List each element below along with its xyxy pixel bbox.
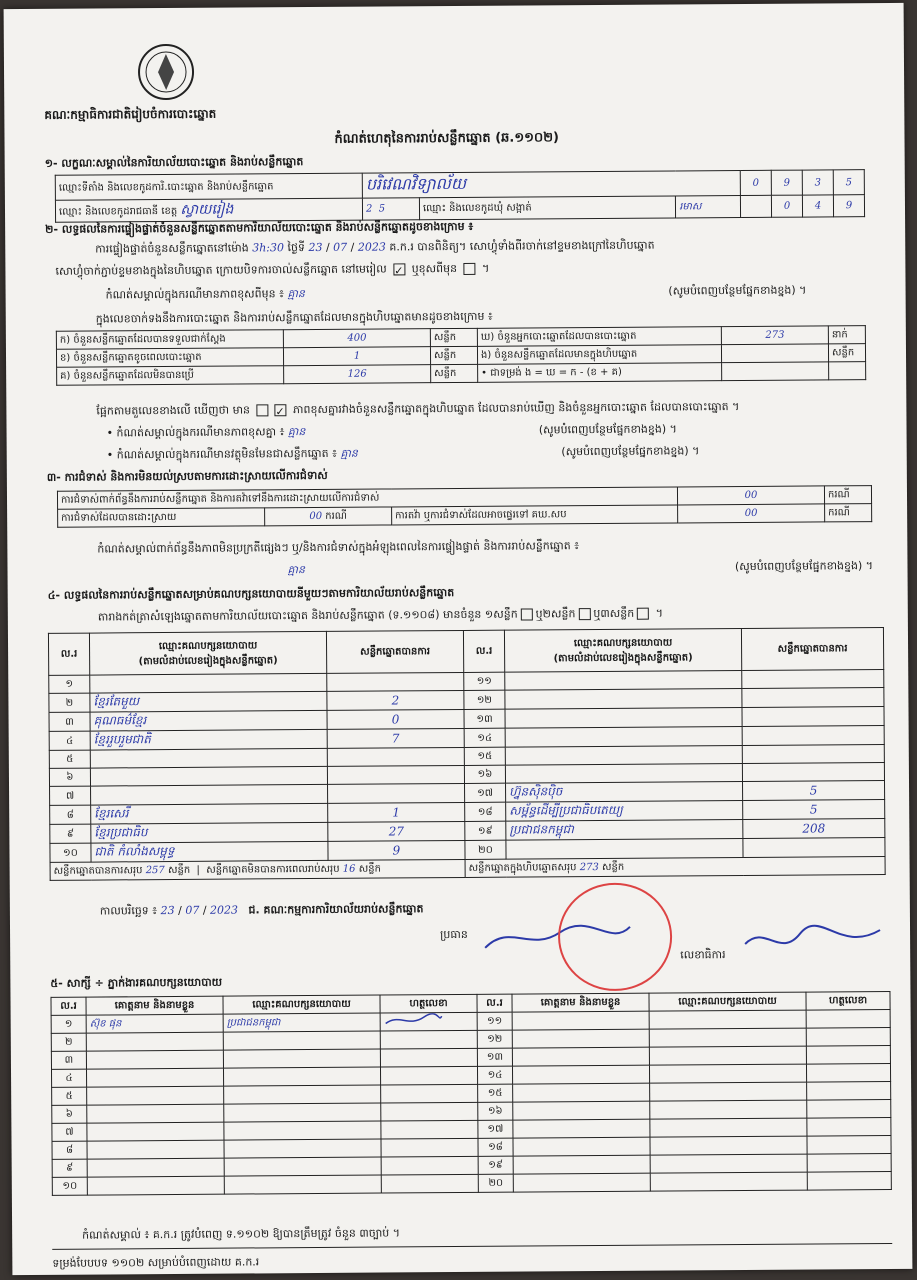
count-table — [56, 325, 866, 386]
witness-name — [87, 1122, 224, 1141]
witness-name: ស៊ុខ ផុន — [86, 1014, 223, 1033]
witness-party: ប្រជាជនកម្ពុជា — [223, 1013, 380, 1032]
witness-signature — [807, 1081, 891, 1100]
count-value: 273 — [721, 326, 828, 345]
party-name: ហ្វ៊ុនស៊ិនប៉ិច — [506, 782, 743, 803]
witness-party — [223, 1049, 380, 1068]
location-label: ឈ្មោះទីតាំង និងលេខកូដការិ.បោះឆ្នោត និងរាប់សន្លឹកឆ្នោត — [55, 173, 362, 200]
witness-party — [223, 1067, 380, 1086]
section-5-title: ៥- សាក្សី ÷ ភ្នាក់ងារគណបក្សនយោបាយ — [50, 975, 223, 990]
count-label: ខ) ចំនួនសន្លឹកឆ្នោតខូចពេលបោះឆ្នោត — [56, 348, 283, 368]
witness-name — [86, 1068, 223, 1087]
row-no: ៣ — [51, 1051, 86, 1069]
checkbox-1sheet[interactable] — [521, 608, 533, 620]
province-label: ឈ្មោះ និងលេខកូដរាជធានី ខេត្ត ស្វាយរៀង — [55, 198, 362, 222]
witness-signature — [381, 1138, 478, 1157]
row-no: ៣ — [49, 712, 90, 731]
checkbox-3sheet[interactable] — [637, 608, 649, 620]
witness-name — [512, 1029, 649, 1048]
party-votes — [327, 672, 464, 691]
seal-note: កំណត់សម្គាល់ក្នុងករណីមានភាពខុសពីមុន ៖ គ្មាន (សូមបំពេញបន្ថែមផ្នែកខាងខ្នង) ។ — [105, 283, 807, 302]
witness-party — [224, 1103, 381, 1122]
results-table — [48, 627, 886, 881]
footer-note: កំណត់សម្គាល់ ៖ គ.ក.រ ត្រូវបំពេញ ទ.១១០២ ឱ្យបានត្រឹមត្រូវ ចំនួន ៣ច្បាប់ ។ — [82, 1226, 401, 1242]
witness-signature — [381, 1174, 478, 1193]
witness-name — [513, 1119, 650, 1138]
row-no: ៥ — [49, 750, 90, 768]
row-no: ១៩ — [478, 1156, 513, 1174]
witness-name — [512, 1065, 649, 1084]
row-no: ១៦ — [478, 1102, 513, 1120]
witness-party — [224, 1175, 381, 1194]
difference-line: ផ្អែកតាមតួលេខខាងលើ ឃើញថា មាន ✓ ភាពខុសគ្នារវាងចំនួនសន្លឹកឆ្នោតក្នុងហិបឆ្នោត ដែលបានរាប់ឃើញ និងចំនួនអ្នកបោះឆ្នោត ដែលបានបោះឆ្នោត ។ — [96, 400, 740, 419]
col-no: ល.រ — [477, 994, 512, 1012]
party-name: ខ្មែររួបរួមជាតិ — [90, 729, 327, 750]
valid-total: សន្លឹកឆ្នោតបានការសរុប 257 សន្លឹក | សន្លឹកឆ្នោតមិនបានការពេលរាប់សរុប 16 សន្លឹក — [50, 859, 465, 880]
code-digit: 0 — [740, 170, 771, 195]
party-votes: 208 — [743, 819, 885, 839]
witness-signature — [806, 1009, 890, 1028]
party-votes: 2 — [327, 690, 464, 710]
row-no: ១១ — [477, 1012, 512, 1030]
witness-party — [649, 1046, 806, 1065]
party-name — [505, 708, 742, 729]
party-votes — [742, 688, 884, 708]
witness-signature — [806, 1027, 890, 1046]
row-no: ១០ — [50, 843, 91, 862]
checkbox-different[interactable] — [464, 263, 476, 275]
section-3-title: ៣- ការជំទាស់ និងការមិនយល់ស្របតាមការដោះស្រាយលើការជំទាស់ — [46, 468, 328, 484]
code-digit: 5 — [833, 170, 864, 195]
row-no: ៦ — [52, 1105, 87, 1123]
witness-signature — [806, 1063, 890, 1082]
party-name — [505, 764, 742, 784]
witness-signature — [381, 1102, 478, 1121]
secretary-label: លេខាធិការ — [680, 948, 726, 962]
party-name: សម្ព័ន្ធដើម្បីប្រជាធិបតេយ្យ — [506, 801, 743, 822]
col-no: ល.រ — [48, 633, 89, 675]
row-no: ៤ — [49, 731, 90, 750]
count-label: • ជាទម្រង់ ង = ឃ = ក - (ខ + គ) — [478, 363, 722, 383]
party-votes: 5 — [743, 781, 885, 801]
col-no: ល.រ — [463, 630, 504, 672]
row-no: ៩ — [52, 1159, 87, 1177]
witness-signature — [380, 1030, 477, 1049]
count-intro: ក្នុងលេខចាក់ទងនឹងការបោះឆ្នោត និងការរាប់សន្លឹកឆ្នោតដែលមានក្នុងហិបឆ្នោតមានដូចខាងក្រោម ៖ — [95, 309, 493, 326]
party-votes: 5 — [743, 800, 885, 820]
transfer-label: ការតវ៉ា ឬការជំទាស់ដែលអាចផ្ទេរទៅ គឃ.សប — [392, 505, 678, 525]
row-no: ១១ — [464, 672, 505, 690]
party-votes — [742, 745, 884, 764]
witness-party — [224, 1085, 381, 1104]
party-votes: 9 — [328, 840, 465, 860]
row-no: ១ — [49, 675, 90, 693]
party-name — [505, 727, 742, 748]
witness-party — [223, 1031, 380, 1050]
date-line: កាលបរិច្ឆេទ ៖ 23 / 07 / 2023 ជ. គណៈកម្មការការិយាល័យរាប់សន្លឹកឆ្នោត — [99, 902, 424, 918]
col-name: គោត្តនាម និងនាមខ្លួន — [512, 993, 649, 1012]
commune-label: ឈ្មោះ និងលេខកូដឃុំ សង្កាត់ — [419, 196, 675, 220]
count-value — [722, 362, 829, 381]
row-no: ៨ — [52, 1141, 87, 1159]
checkbox-none[interactable]: ✓ — [275, 405, 285, 419]
witness-signature — [381, 1156, 478, 1175]
col-party: ឈ្មោះគណបក្សនយោបាយ (តាមលំដាប់លេខរៀងក្នុងសន្លឹកឆ្នោត) — [89, 631, 326, 675]
commune-value: រមាស — [676, 196, 741, 218]
col-votes: សន្លឹកឆ្នោតបានការ — [741, 628, 883, 671]
difference-note: • កំណត់សម្គាល់ក្នុងករណីមានភាពខុសគ្នា ៖ គ្មាន (សូមបំពេញបន្ថែមផ្នែកខាងខ្នង) ។ — [106, 422, 677, 440]
party-name: គុណធម៌ខ្មែរ — [90, 710, 327, 731]
witness-name — [87, 1086, 224, 1105]
witness-signature — [381, 1084, 478, 1103]
object-note: • កំណត់សម្គាល់ក្នុងករណីមានវត្ថុមិនមែនជាសន្លឹកឆ្នោត ៖ គ្មាន (សូមបំពេញបន្ថែមផ្នែកខាងខ្នង) ។ — [106, 444, 700, 462]
party-name: ជាតិ កំលាំងសម្ពុទ្ធ — [91, 841, 328, 862]
party-name — [505, 746, 742, 766]
code-digit: 3 — [802, 170, 833, 195]
party-name: ខ្មែរប្រជាធិប — [91, 822, 328, 843]
row-no: ១៣ — [464, 709, 505, 728]
count-unit: សន្លឹក — [430, 328, 477, 346]
party-name — [90, 766, 327, 786]
row-no: ៩ — [50, 824, 91, 843]
code-digit: 0 — [771, 195, 802, 217]
witness-name — [513, 1155, 650, 1174]
col-party: ឈ្មោះគណបក្សនយោបាយ — [649, 992, 806, 1011]
row-no: ៦ — [49, 768, 90, 786]
witness-name — [513, 1083, 650, 1102]
row-no: ១៥ — [464, 747, 505, 765]
witness-signature — [807, 1117, 891, 1136]
witness-party — [650, 1082, 807, 1101]
irregularity-value: គ្មាន (សូមបំពេញបន្ថែមផ្នែកខាងខ្នង) ។ — [287, 559, 874, 577]
party-votes: 7 — [327, 728, 464, 748]
party-name — [506, 839, 743, 860]
row-no: ៨ — [50, 805, 91, 824]
section-4-title: ៤- លទ្ធផលនៃការរាប់សន្លឹកឆ្នោតសម្រាប់គណបក្សនយោបាយនីមួយៗតាមការិយាល័យរាប់សន្លឹកឆ្នោត — [47, 586, 455, 602]
row-no: ២ — [51, 1033, 86, 1051]
count-unit: សន្លឹក — [431, 364, 478, 382]
col-signature: ហត្ថលេខា — [380, 994, 477, 1013]
checkbox-has[interactable] — [256, 404, 268, 416]
col-party: ឈ្មោះគណបក្សនយោបាយ (តាមលំដាប់លេខរៀងក្នុងសន្លឹកឆ្នោត) — [504, 629, 741, 673]
witness-signature — [806, 1045, 890, 1064]
row-no: ៤ — [51, 1069, 86, 1087]
row-no: ៧ — [52, 1123, 87, 1141]
row-no: ១២ — [464, 690, 505, 709]
witness-party — [224, 1139, 381, 1158]
resolved-label: ការជំទាស់ដែលបានដោះស្រាយ — [58, 508, 265, 527]
count-value — [721, 344, 828, 363]
witness-table — [50, 991, 891, 1196]
witness-signature — [381, 1120, 478, 1139]
party-votes — [327, 747, 464, 766]
section-1-table — [55, 169, 865, 223]
party-votes — [742, 726, 884, 746]
irregularity-note: កំណត់សម្គាល់ពាក់ព័ន្ធនឹងភាពមិនប្រក្រតីផ្សេងៗ ឬ/និងការជំទាស់ក្នុងអំឡុងពេលនៃការផ្ទៀងផ្ទាត់ និងការរាប់សន្លឹកឆ្នោត ៖ — [97, 539, 580, 556]
witness-signature — [380, 1048, 477, 1067]
verification-line: ការផ្ទៀងផ្ទាត់ចំនួនសន្លឹកឆ្នោតនៅម៉ោង 3h:30 ថ្ងៃទី 23 / 07 / 2023 គ.ក.រ បានពិនិត្យ។ សោហ្វុំទាំងពីរចាក់នៅខ្ទមខាងក្រៅនៃហិបឆ្នោត — [95, 238, 655, 256]
count-value: 400 — [283, 329, 430, 348]
witness-name — [87, 1140, 224, 1159]
party-votes — [328, 783, 465, 803]
col-votes: សន្លឹកឆ្នោតបានការ — [326, 630, 463, 673]
count-value: 126 — [284, 365, 431, 384]
party-name: ប្រជាជនកម្ពុជា — [506, 820, 743, 841]
row-no: ៧ — [50, 786, 91, 805]
row-no: ១៨ — [465, 802, 506, 821]
objection-table — [57, 485, 872, 528]
witness-party — [650, 1172, 807, 1191]
witness-party — [650, 1100, 807, 1119]
witness-name — [513, 1101, 650, 1120]
count-label: ក) ចំនួនសន្លឹកឆ្នោតដែលបានទទួលជាក់ស្តែង — [56, 330, 283, 350]
party-name: ខ្មែរសេរី — [91, 803, 328, 824]
witness-party — [649, 1064, 806, 1083]
form-id: ទម្រង់បែបបទ ១១០២ សម្រាប់បំពេញដោយ គ.ក.រ — [52, 1255, 260, 1270]
witness-signature — [380, 1012, 477, 1031]
row-no: ១០ — [52, 1177, 87, 1195]
document-page — [4, 3, 913, 1275]
chair-label: ប្រធាន — [440, 927, 468, 942]
party-name — [90, 673, 327, 693]
col-name: គោត្តនាម និងនាមខ្លួន — [86, 996, 223, 1015]
count-value: 1 — [283, 347, 430, 366]
location-value: បរិវេណវិទ្យាល័យ — [362, 171, 740, 199]
party-votes — [742, 670, 884, 689]
unit-label: ករណី — [824, 486, 871, 504]
row-no: ១ — [51, 1015, 86, 1033]
witness-party — [649, 1028, 806, 1047]
resolved-count: 00 ករណី — [265, 507, 392, 526]
row-no: ២០ — [465, 840, 506, 859]
party-votes — [743, 838, 885, 858]
witness-party — [649, 1010, 806, 1029]
row-no: ៥ — [52, 1087, 87, 1105]
witness-name — [512, 1011, 649, 1030]
witness-name — [87, 1104, 224, 1123]
count-unit: សន្លឹក — [828, 344, 865, 362]
checkbox-same[interactable]: ✓ — [394, 264, 404, 278]
official-stamp-icon — [558, 883, 673, 992]
row-no: ២ — [49, 693, 90, 712]
count-unit — [829, 362, 866, 380]
row-no: ១៥ — [478, 1084, 513, 1102]
code-digit: 9 — [771, 170, 802, 195]
row-no: ១៦ — [464, 765, 505, 783]
col-no: ល.រ — [51, 997, 86, 1015]
row-no: ២០ — [478, 1174, 513, 1192]
form-title: កំណត់ហេតុនៃការរាប់សន្លឹកឆ្នោត (ឆ.១១០២) — [334, 130, 560, 147]
ballot-box-total: សន្លឹកឆ្នោតក្នុងហិបឆ្នោតសរុប 273 សន្លឹក — [465, 857, 885, 878]
unit-label: ករណី — [825, 504, 872, 522]
witness-signature-icon — [384, 1013, 444, 1027]
objection-count: 00 — [677, 486, 824, 505]
witness-signature — [807, 1153, 891, 1172]
count-label: ង) ចំនួនសន្លឹកឆ្នោតដែលមានក្នុងហិបឆ្នោត — [477, 345, 721, 365]
party-votes — [742, 707, 884, 727]
witness-name — [513, 1137, 650, 1156]
witness-signature — [807, 1171, 891, 1190]
witness-party — [650, 1136, 807, 1155]
party-votes: 1 — [328, 802, 465, 822]
witness-party — [650, 1118, 807, 1137]
witness-name — [86, 1050, 223, 1069]
witness-party — [224, 1157, 381, 1176]
row-no: ១៣ — [477, 1048, 512, 1066]
party-name — [505, 671, 742, 691]
row-no: ១៤ — [464, 728, 505, 747]
witness-name — [86, 1032, 223, 1051]
code-digit: 9 — [833, 195, 864, 217]
witness-signature — [807, 1135, 891, 1154]
col-party: ឈ្មោះគណបក្សនយោបាយ — [223, 995, 380, 1014]
witness-signature — [380, 1066, 477, 1085]
organization-name: គណៈកម្មាធិការជាតិរៀបចំការបោះឆ្នោត — [44, 106, 217, 122]
section-1-title: ១- លក្ខណៈសម្គាល់នៃការិយាល័យបោះឆ្នោត និងរាប់សន្លឹកឆ្នោត — [44, 155, 304, 170]
sheet-count-line: តារាងកត់ត្រាសំឡេងឆ្នោតតាមការិយាល័យបោះឆ្នោត និងរាប់សន្លឹកឆ្នោត (ទ.១១០៨) មានចំនួន ១សន្លឹក ឬ២សន្លឹក ឬ៣សន្លឹក ។ — [97, 606, 664, 624]
province-code: 2 5 — [362, 198, 419, 220]
section-2-title: ២- លទ្ធផលនៃការផ្ទៀងផ្ទាត់ចំនួនសន្លឹកឆ្នោតតាមការិយាល័យបោះឆ្នោត និងរាប់សន្លឹកឆ្នោតដូចខាងក្រោម ៖ — [45, 219, 474, 236]
count-unit: សន្លឹក — [430, 346, 477, 364]
footer-divider — [52, 1243, 892, 1250]
party-name — [505, 689, 742, 710]
count-unit: នាក់ — [828, 326, 865, 344]
row-no: ១៧ — [465, 783, 506, 802]
witness-name — [87, 1158, 224, 1177]
checkbox-2sheet[interactable] — [578, 608, 590, 620]
party-name — [91, 784, 328, 805]
party-votes: 0 — [327, 709, 464, 729]
count-label: ឃ) ចំនួនអ្នកបោះឆ្នោតដែលបានបោះឆ្នោត — [477, 327, 721, 347]
row-no: ១៤ — [477, 1066, 512, 1084]
party-name: ខ្មែរតែមួយ — [90, 691, 327, 712]
witness-signature — [807, 1099, 891, 1118]
witness-name — [512, 1047, 649, 1066]
row-no: ១៧ — [478, 1120, 513, 1138]
row-no: ១២ — [477, 1030, 512, 1048]
party-votes — [327, 765, 464, 784]
seal-line: សោហ្វុំចាក់ភ្ជាប់ខ្ទមខាងក្នុងនៃហិបឆ្នោត ក្រោយបិទការចាល់សន្លឹកឆ្នោត នៅមេរៀល ✓ ឬខុសពីមុន ។ — [55, 261, 490, 278]
party-name — [90, 748, 327, 768]
col-signature: ហត្ថលេខា — [806, 991, 890, 1010]
transfer-count: 00 — [678, 504, 825, 523]
witness-party — [650, 1154, 807, 1173]
witness-name — [87, 1176, 224, 1195]
party-votes: 27 — [328, 821, 465, 841]
witness-party — [224, 1121, 381, 1140]
row-no: ១៨ — [478, 1138, 513, 1156]
nec-emblem-icon — [136, 42, 196, 102]
witness-name — [513, 1173, 650, 1192]
party-votes — [742, 763, 884, 782]
code-digit: 4 — [802, 195, 833, 217]
count-label: គ) ចំនួនសន្លឹកឆ្នោតដែលមិនបានប្រើ — [57, 366, 284, 386]
objection-label: ការជំទាស់ពាក់ព័ន្ធនឹងការរាប់សន្លឹកឆ្នោត និងការតវ៉ាទៅនឹងការដោះស្រាយលើការជំទាស់ — [57, 487, 677, 509]
secretary-signature-icon — [740, 918, 890, 964]
row-no: ១៩ — [465, 821, 506, 840]
